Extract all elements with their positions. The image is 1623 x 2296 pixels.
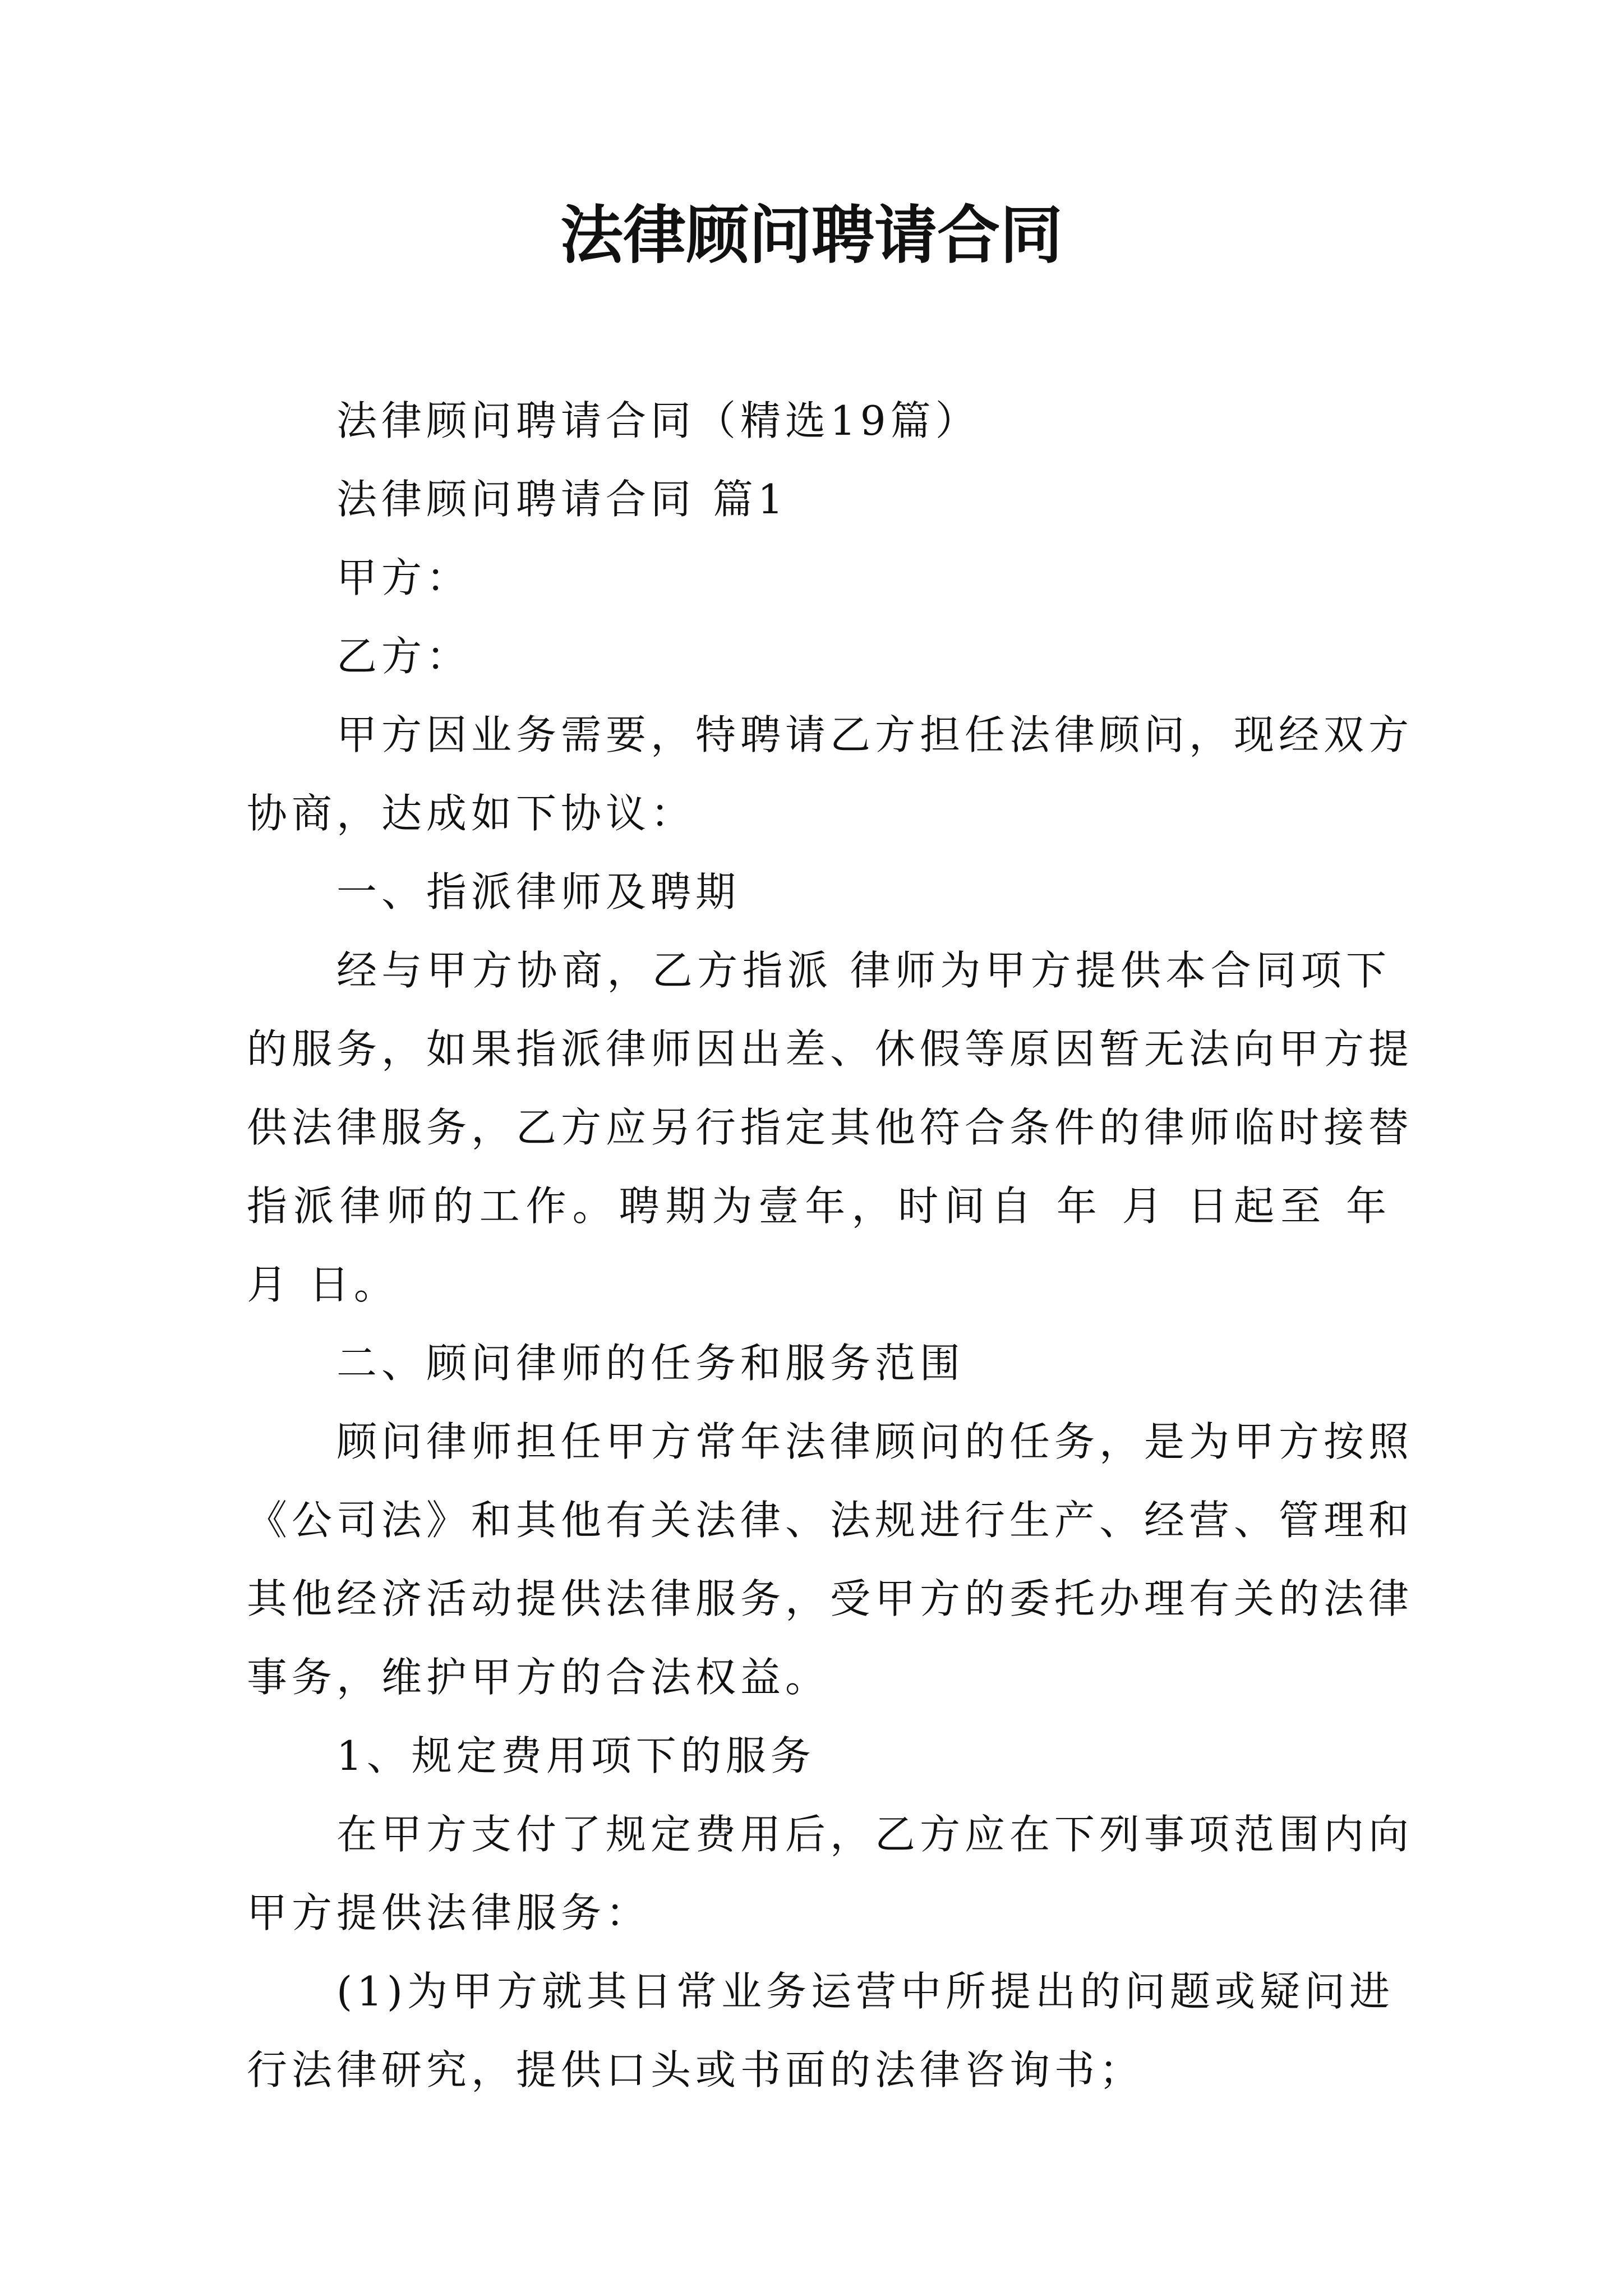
paragraph-line: 法律顾问聘请合同 篇1 (336, 476, 788, 523)
section-heading: 二、顾问律师的任务和服务范围 (336, 1340, 965, 1387)
subsection-heading: 1、规定费用项下的服务 (336, 1732, 815, 1779)
paragraph-line: 月 日。 (247, 1261, 399, 1308)
paragraph-line: 在甲方支付了规定费用后，乙方应在下列事项范围内向 (336, 1811, 1414, 1858)
list-item: (1)为甲方就其日常业务运营中所提出的问题或疑问进 (336, 1968, 1394, 2015)
paragraph-line: 甲方提供法律服务： (247, 1889, 651, 1936)
paragraph-line: 甲方因业务需要，特聘请乙方担任法律顾问，现经双方 (336, 711, 1414, 758)
paragraph-line: 甲方： (336, 554, 472, 601)
paragraph-line: 法律顾问聘请合同（精选19篇） (336, 397, 980, 444)
paragraph-line: 《公司法》和其他有关法律、法规进行生产、经营、管理和 (247, 1497, 1414, 1544)
document-title: 法律顾问聘请合同 (560, 199, 1063, 272)
paragraph-line: 指派律师的工作。聘期为壹年，时间自 年 月 日起至 年 (247, 1182, 1391, 1230)
paragraph-line: 的服务，如果指派律师因出差、休假等原因暂无法向甲方提 (247, 1025, 1414, 1073)
paragraph-line: 供法律服务，乙方应另行指定其他符合条件的律师临时接替 (247, 1104, 1414, 1151)
paragraph-line: 协商，达成如下协议： (247, 790, 696, 837)
paragraph-line: 事务，维护甲方的合法权益。 (247, 1654, 831, 1701)
paragraph-line: 其他经济活动提供法律服务，受甲方的委托办理有关的法律 (247, 1575, 1414, 1622)
paragraph-line: 顾问律师担任甲方常年法律顾问的任务，是为甲方按照 (336, 1418, 1414, 1465)
paragraph-line: 乙方： (336, 633, 472, 680)
section-heading: 一、指派律师及聘期 (336, 868, 741, 915)
paragraph-line: 行法律研究，提供口头或书面的法律咨询书； (247, 2046, 1145, 2093)
paragraph-line: 经与甲方协商，乙方指派 律师为甲方提供本合同项下 (336, 947, 1391, 994)
